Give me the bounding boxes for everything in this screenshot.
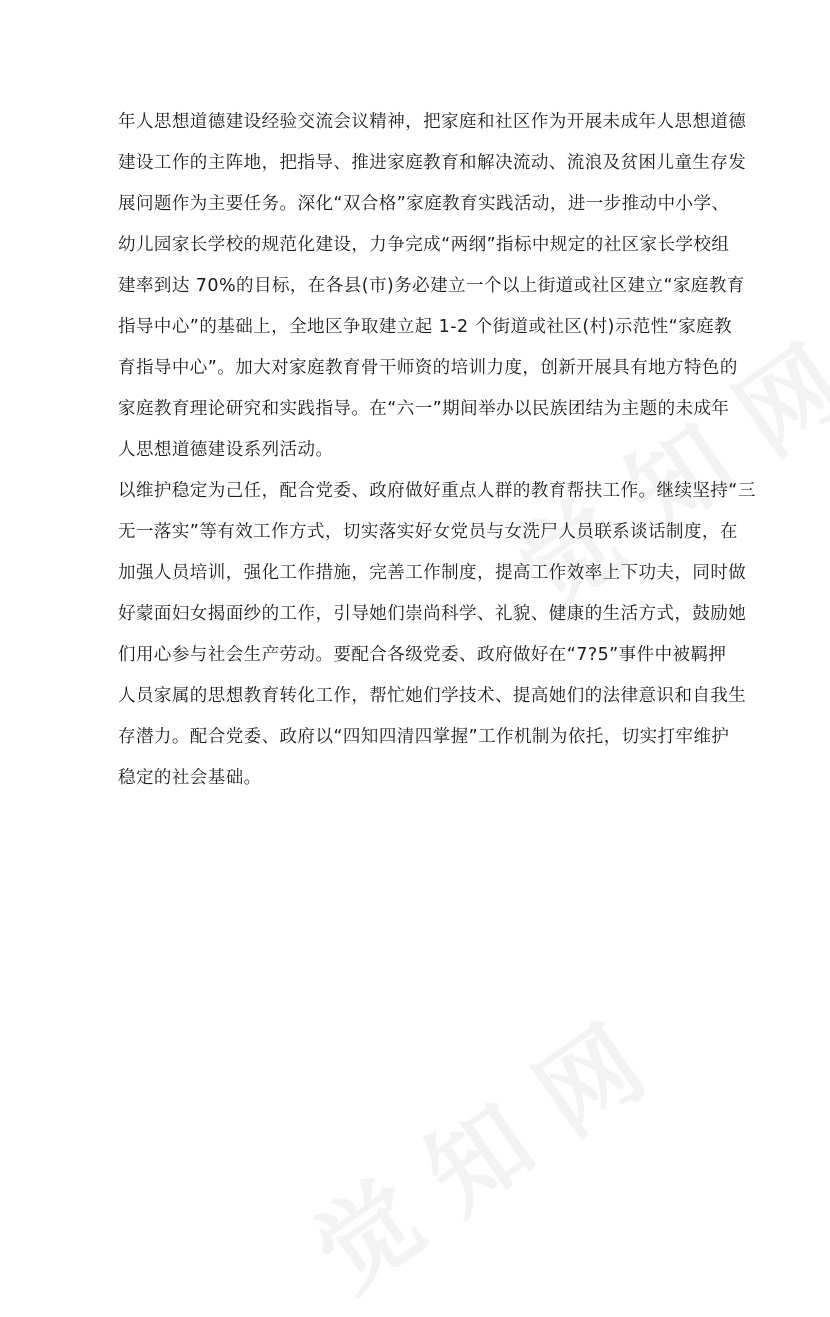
text-line: 好蒙面妇女揭面纱的工作，引导她们崇尚科学、礼貌、健康的生活方式，鼓励她 [118,604,747,624]
text-line: 人员家属的思想教育转化工作，帮忙她们学技术、提高她们的法律意识和自我生 [118,686,747,706]
text-line: 们用心参与社会生产劳动。要配合各级党委、政府做好在“7?5”事件中被羁押 [118,645,727,665]
text-line: 幼儿园家长学校的规范化建设，力争完成“两纲”指标中规定的社区家长学校组 [118,235,730,255]
text-line: 建设工作的主阵地，把指导、推进家庭教育和解决流动、流浪及贫困儿童生存发 [118,153,747,173]
text-line: 展问题作为主要任务。深化“双合格”家庭教育实践活动，进一步推动中小学、 [118,194,730,214]
text-line: 稳定的社会基础。 [118,768,262,788]
text-line: 加强人员培训，强化工作措施，完善工作制度，提高工作效率上下功夫，同时做 [118,563,747,583]
text-line: 人思想道德建设系列活动。 [118,440,334,460]
watermark [282,987,667,1317]
text-line: 年人思想道德建设经验交流会议精神，把家庭和社区作为开展未成年人思想道德 [118,112,747,132]
text-line: 家庭教育理论研究和实践指导。在“六一”期间举办以民族团结为主题的未成年 [118,399,730,419]
text-line: 建率到达 70%的目标，在各县(市)务必建立一个以上街道或社区建立“家庭教育 [118,276,745,296]
text-line: 无一落实”等有效工作方式，切实落实好女党员与女洗尸人员联系谈话制度，在 [118,522,738,542]
text-line: 以维护稳定为己任，配合党委、政府做好重点人群的教育帮扶工作。继续坚持“三 [118,481,756,501]
text-line: 育指导中心”。加大对家庭教育骨干师资的培训力度，创新开展具有地方特色的 [118,358,738,378]
text-line: 指导中心”的基础上，全地区争取建立起 1-2 个街道或社区(村)示范性“家庭教 [118,317,733,337]
text-line: 存潜力。配合党委、政府以“四知四清四掌握”工作机制为依托，切实打牢维护 [118,727,730,747]
